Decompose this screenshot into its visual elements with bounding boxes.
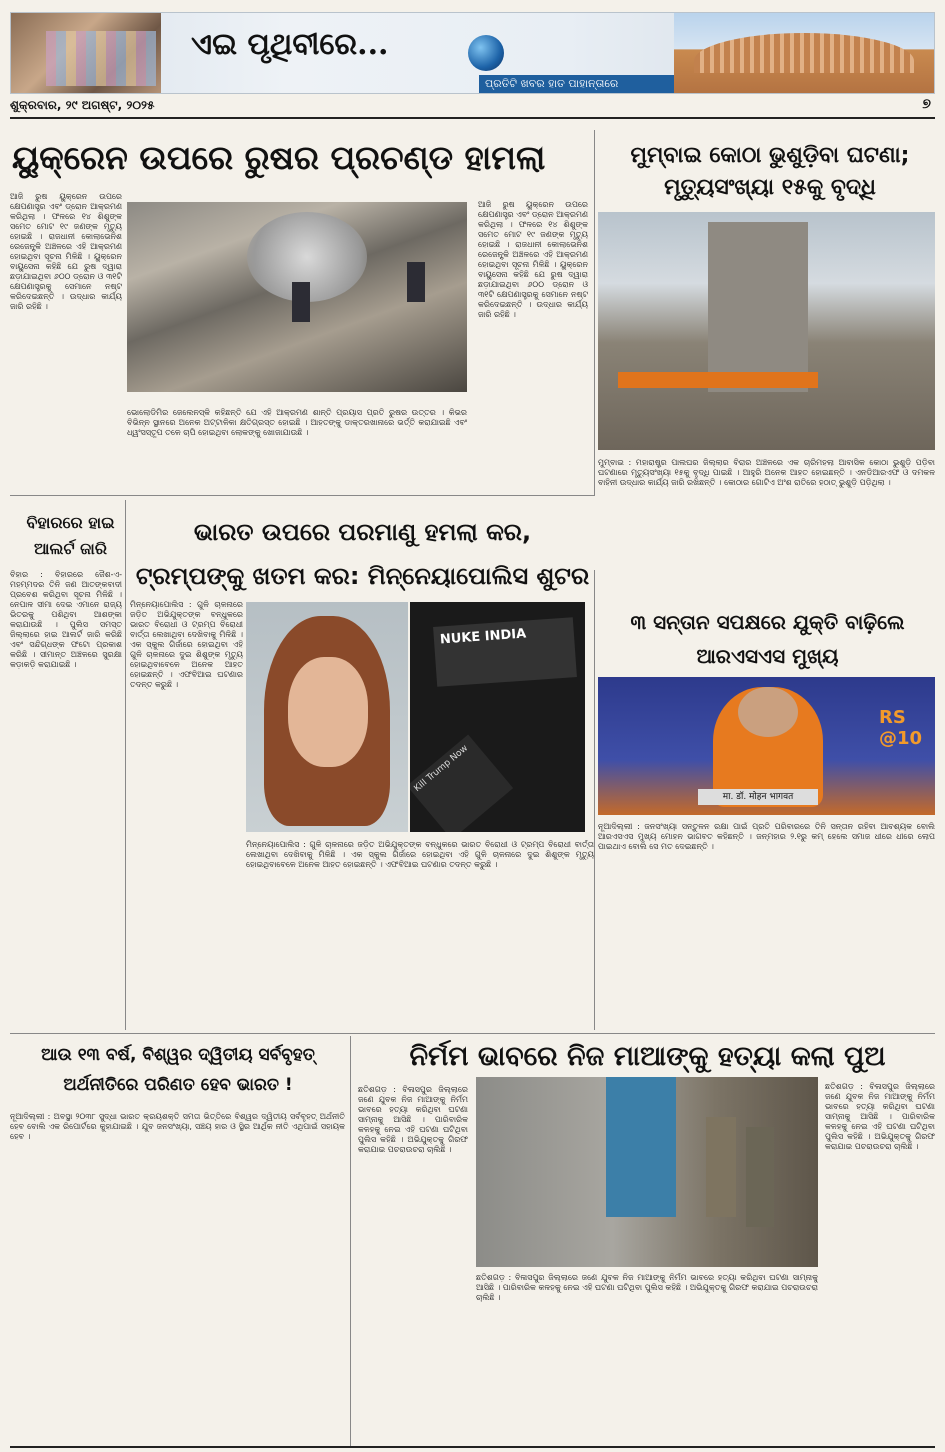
column-divider bbox=[594, 130, 595, 495]
top-rule bbox=[10, 117, 935, 119]
ukraine-headline: ୟୁକ୍ରେନ ଉପରେ ରୁଷର ପ୍ରଚଣ୍ଡ ହାମଲା bbox=[12, 138, 546, 177]
gun-text-2: Kill Trump Now bbox=[410, 734, 513, 832]
economy-headline bbox=[18, 1040, 338, 1100]
dateline: ଶୁକ୍ରବାର, ୨୯ ଅଗଷ୍ଟ, ୨୦୨୫ bbox=[10, 98, 155, 112]
gun-photo bbox=[410, 602, 585, 832]
masthead-tagline: ପ୍ରତିଟି ଖବର ହାତ ପାହାନ୍ତାରେ bbox=[479, 75, 679, 93]
economy-headline-line-2: ଅର୍ଥନୀତିରେ ପରିଣତ ହେବ ଭାରତ ! bbox=[63, 1075, 293, 1095]
shooter-headline-line-2: ଟ୍ରମ୍ପଙ୍କୁ ଖତମ କର: ମିନ୍ନେୟାପୋଲିସ ଶୁଟର bbox=[135, 562, 590, 590]
bihar-body: ବିହାର : ବିହାରରେ ଜୈଶ-ଏ-ମହମ୍ମଦର ତିନି ଜଣ ଆତଙ୍କବାଦୀ ପ୍ରବେଶ କରିଥିବା ସୂଚନା ମିଳିଛି । ନେପାଳ ସୀମା ଦେଇ ଏମାନେ ରାଜ୍ୟ ଭିତରକୁ ପଶିଥିବା ଆଶଙ୍କା କରାଯାଉଛି । ପୁଲିସ ସମସ୍ତ ଜିଲ୍ଲାରେ ହାଇ ଆଲର୍ଟ ଜାରି କରିଛି ଏବଂ ସନ୍ଦିଗ୍ଧଙ୍କ ଫଟୋ ପ୍ରକାଶ କରିଛି । ସୀମାନ୍ତ ଅଞ୍ଚଳରେ ସୁରକ୍ଷା କଡ଼ାକଡ଼ି କରାଯାଇଛି । bbox=[10, 570, 122, 669]
shooter-body-2: ମିନ୍ନେୟାପୋଲିସ : ଗୁଳି ଚାଳନାରେ ଜଡ଼ିତ ଅଭିଯୁକ୍ତଙ୍କ ବନ୍ଧୁକରେ ଭାରତ ବିରୋଧୀ ଓ ଟ୍ରମ୍ପ ବିରୋଧୀ ବାର୍ତ୍ତା ଲେଖାଥିବା ଦେଖିବାକୁ ମିଳିଛି । ଏକ ସ୍କୁଲ ଗିର୍ଜାରେ ହୋଇଥିବା ଏହି ଗୁଳି ଚାଳନାରେ ଦୁଇ ଶିଶୁଙ୍କ ମୃତ୍ୟୁ ହୋଇଥିବାବେଳେ ଅନେକ ଆହତ ହୋଇଛନ୍ତି । ଏଫବିଆଇ ଘଟଣାର ତଦନ୍ତ କରୁଛି । bbox=[246, 840, 594, 869]
mumbai-building-photo bbox=[598, 212, 935, 450]
rss-body: ନୂଆଦିଲ୍ଲୀ : ଜନସଂଖ୍ୟା ସନ୍ତୁଳନ ରକ୍ଷା ପାଇଁ ପ୍ରତି ପରିବାରରେ ତିନି ସନ୍ତାନ ରହିବା ଆବଶ୍ୟକ ବୋଲି ଆରଏସଏସ ମୁଖ୍ୟ ମୋହନ ଭାଗବତ କହିଛନ୍ତି । ଜନ୍ମହାର ୨.୧ରୁ କମ୍ ହେଲେ ସମାଜ ଧୀରେ ଧୀରେ ଲୋପ ପାଇଥାଏ ବୋଲି ସେ ମତ ଦେଇଛନ୍ତି । bbox=[598, 822, 935, 851]
column-divider bbox=[350, 1036, 351, 1446]
ukraine-body-3: ଆଜି ରୁଷ ୟୁକ୍ରେନ ଉପରେ କ୍ଷେପଣାସ୍ତ୍ର ଏବଂ ଡ୍ରୋନ ଆକ୍ରମଣ କରିଥିଲା । ଫଳରେ ୧୪ ଶିଶୁଙ୍କ ସମେତ ମୋଟ ୧୯ ଜଣଙ୍କ ମୃତ୍ୟୁ ହୋଇଛି । ରାଜଧାନୀ କୋଲାଭେନିଶ ରେଜେନ୍ସ୍କି ଅଞ୍ଚଳରେ ଏହି ଆକ୍ରମଣ ହୋଇଥିବା ସୂଚନା ମିଳିଛି । ୟୁକ୍ରେନ ବାୟୁସେନା କହିଛି ଯେ ରୁଷ ଦ୍ୱାରା ଛଡ଼ାଯାଇଥିବା ୬୦୦ ଡ୍ରୋନ ଓ ୩୧ଟି କ୍ଷେପଣାସ୍ତ୍ରକୁ ସେମାନେ ନଷ୍ଟ କରିଦେଇଛନ୍ତି । ଉଦ୍ଧାର କାର୍ଯ୍ୟ ଜାରି ରହିଛି । bbox=[478, 200, 588, 319]
rss-nameplate: मा. डॉ. मोहन भागवत bbox=[698, 789, 818, 805]
page-number: ୭ bbox=[922, 96, 931, 112]
section-divider bbox=[10, 1033, 935, 1034]
bihar-headline: ବିହାରରେ ହାଇ ଆଲର୍ଟ ଜାରି bbox=[26, 513, 115, 558]
rss-headline: ୩ ସନ୍ତାନ ସପକ୍ଷରେ ଯୁକ୍ତି ବାଢ଼ିଲେ ଆରଏସଏସ ମୁଖ୍ୟ bbox=[630, 610, 905, 668]
masthead-left-photo bbox=[11, 13, 161, 93]
economy-body: ନୂଆଦିଲ୍ଲୀ : ଅବସ୍ଥା ୨୦୩୮ ସୁଦ୍ଧା ଭାରତ କ୍ରୟଶକ୍ତି ସମତା ଭିତ୍ତିରେ ବିଶ୍ୱର ଦ୍ୱିତୀୟ ସର୍ବବୃହତ୍ ଅର୍ଥନୀତି ହେବ ବୋଲି ଏକ ରିପୋର୍ଟରେ କୁହାଯାଇଛି । ଯୁବ ଜନସଂଖ୍ୟା, ସଞ୍ଚୟ ହାର ଓ ସ୍ଥିର ଆର୍ଥିକ ନୀତି ଏଥିପାଇଁ ସହାୟକ ହେବ । bbox=[10, 1112, 345, 1141]
murder-headline: ନିର୍ମମ ଭାବରେ ନିଜ ମାଆଙ୍କୁ ହତ୍ୟା କଲା ପୁଅ bbox=[409, 1041, 886, 1072]
ukraine-rubble-photo bbox=[127, 202, 467, 392]
column-divider bbox=[594, 570, 595, 1030]
shooter-headline-line-1: ଭାରତ ଉପରେ ପରମାଣୁ ହମଲା କର, bbox=[193, 518, 532, 546]
shooter-headline bbox=[135, 510, 590, 598]
murder-body: ଛତିଶଗଡ଼ : ବିଳାସପୁର ଜିଲ୍ଲାରେ ଜଣେ ଯୁବକ ନିଜ ମାଆଙ୍କୁ ନିର୍ମମ ଭାବରେ ହତ୍ୟା କରିଥିବା ଘଟଣା ସାମ୍ନାକୁ ଆସିଛି । ପାରିବାରିକ କଳହକୁ ନେଇ ଏହି ଘଟଣା ଘଟିଥିବା ପୁଲିସ କହିଛି । ଅଭିଯୁକ୍ତକୁ ଗିରଫ କରାଯାଇ ପଚରାଉଚରା ଚାଲିଛି । bbox=[358, 1085, 468, 1154]
economy-headline-line-1: ଆଉ ୧୩ ବର୍ଷ, ବିଶ୍ୱର ଦ୍ୱିତୀୟ ସର୍ବବୃହତ୍ bbox=[41, 1045, 315, 1065]
ukraine-body-2: ଭୋଲୋଡିମିର ଜେଲେନସ୍କି କହିଛନ୍ତି ଯେ ଏହି ଆକ୍ରମଣ ଶାନ୍ତି ପ୍ରୟାସ ପ୍ରତି ରୁଷର ଉତ୍ତର । କିଭର ବିଭିନ୍ନ ସ୍ଥାନରେ ଅନେକ ଅଟ୍ଟାଳିକା କ୍ଷତିଗ୍ରସ୍ତ ହୋଇଛି । ଆହତଙ୍କୁ ଡାକ୍ତରଖାନାରେ ଭର୍ତ୍ତି କରାଯାଇଛି ଏବଂ ଧ୍ୱଂସସ୍ତୂପ ତଳେ ଚାପି ହୋଇଥିବା ଲୋକଙ୍କୁ ଖୋଜାଯାଉଛି । bbox=[127, 408, 467, 437]
murder-body-2: ଛତିଶଗଡ଼ : ବିଳାସପୁର ଜିଲ୍ଲାରେ ଜଣେ ଯୁବକ ନିଜ ମାଆଙ୍କୁ ନିର୍ମମ ଭାବରେ ହତ୍ୟା କରିଥିବା ଘଟଣା ସାମ୍ନାକୁ ଆସିଛି । ପାରିବାରିକ କଳହକୁ ନେଇ ଏହି ଘଟଣା ଘଟିଥିବା ପୁଲିସ କହିଛି । ଅଭିଯୁକ୍ତକୁ ଗିରଫ କରାଯାଇ ପଚରାଉଚରା ଚାଲିଛି । bbox=[476, 1273, 818, 1302]
masthead bbox=[10, 12, 935, 94]
parliament-photo bbox=[674, 13, 934, 93]
ukraine-body: ଆଜି ରୁଷ ୟୁକ୍ରେନ ଉପରେ କ୍ଷେପଣାସ୍ତ୍ର ଏବଂ ଡ୍ରୋନ ଆକ୍ରମଣ କରିଥିଲା । ଫଳରେ ୧୪ ଶିଶୁଙ୍କ ସମେତ ମୋଟ ୧୯ ଜଣଙ୍କ ମୃତ୍ୟୁ ହୋଇଛି । ରାଜଧାନୀ କୋଲାଭେନିଶ ରେଜେନ୍ସ୍କି ଅଞ୍ଚଳରେ ଏହି ଆକ୍ରମଣ ହୋଇଥିବା ସୂଚନା ମିଳିଛି । ୟୁକ୍ରେନ ବାୟୁସେନା କହିଛି ଯେ ରୁଷ ଦ୍ୱାରା ଛଡ଼ାଯାଇଥିବା ୬୦୦ ଡ୍ରୋନ ଓ ୩୧ଟି କ୍ଷେପଣାସ୍ତ୍ରକୁ ସେମାନେ ନଷ୍ଟ କରିଦେଇଛନ୍ତି । ଉଦ୍ଧାର କାର୍ଯ୍ୟ ଜାରି ରହିଛି । bbox=[10, 192, 122, 311]
shooter-portrait-photo bbox=[246, 602, 408, 832]
mumbai-body: ମୁମ୍ବାଇ : ମହାରାଷ୍ଟ୍ର ପାଲଘର ଜିଲ୍ଲାର ବିରାର ଅଞ୍ଚଳରେ ଏକ ଚାରିମହଲା ଆବାସିକ କୋଠା ଭୁଶୁଡ଼ି ପଡ଼ିବା ଘଟଣାରେ ମୃତ୍ୟୁସଂଖ୍ୟା ୧୫କୁ ବୃଦ୍ଧି ପାଇଛି । ଆହୁରି ଅନେକ ଆହତ ହୋଇଛନ୍ତି । ଏନଡିଆରଏଫ ଓ ଦମକଳ ବାହିନୀ ଉଦ୍ଧାର କାର୍ଯ୍ୟ ଜାରି ରଖିଛନ୍ତି । କୋଠାର ଗୋଟିଏ ଅଂଶ ରାତିରେ ହଠାତ୍ ଭୁଶୁଡ଼ି ପଡ଼ିଥିଲା । bbox=[598, 458, 935, 487]
bottom-rule bbox=[10, 1446, 935, 1448]
column-divider bbox=[125, 500, 126, 1030]
shooter-body: ମିନ୍ନେୟାପୋଲିସ : ଗୁଳି ଚାଳନାରେ ଜଡ଼ିତ ଅଭିଯୁକ୍ତଙ୍କ ବନ୍ଧୁକରେ ଭାରତ ବିରୋଧୀ ଓ ଟ୍ରମ୍ପ ବିରୋଧୀ ବାର୍ତ୍ତା ଲେଖାଥିବା ଦେଖିବାକୁ ମିଳିଛି । ଏକ ସ୍କୁଲ ଗିର୍ଜାରେ ହୋଇଥିବା ଏହି ଗୁଳି ଚାଳନାରେ ଦୁଇ ଶିଶୁଙ୍କ ମୃତ୍ୟୁ ହୋଇଥିବାବେଳେ ଅନେକ ଆହତ ହୋଇଛନ୍ତି । ଏଫବିଆଇ ଘଟଣାର ତଦନ୍ତ କରୁଛି । bbox=[130, 600, 243, 689]
rss-photo bbox=[598, 677, 935, 815]
masthead-title: ଏଇ ପୃଥିବୀରେ... bbox=[191, 27, 389, 62]
rss-banner: RS @10 bbox=[879, 707, 923, 749]
murder-body-3: ଛତିଶଗଡ଼ : ବିଳାସପୁର ଜିଲ୍ଲାରେ ଜଣେ ଯୁବକ ନିଜ ମାଆଙ୍କୁ ନିର୍ମମ ଭାବରେ ହତ୍ୟା କରିଥିବା ଘଟଣା ସାମ୍ନାକୁ ଆସିଛି । ପାରିବାରିକ କଳହକୁ ନେଇ ଏହି ଘଟଣା ଘଟିଥିବା ପୁଲିସ କହିଛି । ଅଭିଯୁକ୍ତକୁ ଗିରଫ କରାଯାଇ ପଚରାଉଚରା ଚାଲିଛି । bbox=[825, 1082, 935, 1151]
gun-text-1: NUKE INDIA bbox=[433, 617, 577, 687]
murder-scene-photo bbox=[476, 1077, 818, 1267]
section-divider bbox=[10, 495, 595, 496]
mumbai-headline: ମୁମ୍ବାଇ କୋଠା ଭୁଶୁଡ଼ିବା ଘଟଣା; ମୃତ୍ୟୁସଂଖ୍ୟା ୧୫କୁ ବୃଦ୍ଧି bbox=[630, 143, 910, 200]
globe-icon bbox=[468, 35, 504, 71]
